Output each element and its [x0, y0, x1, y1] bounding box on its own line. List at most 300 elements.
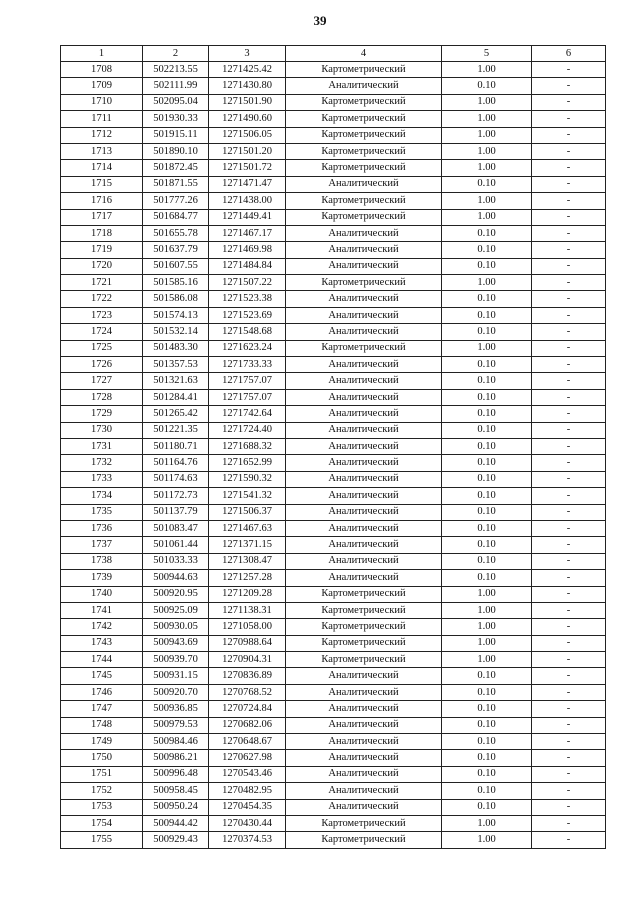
- table-row: [61, 471, 606, 487]
- y-coordinate-cell: 1270988.64: [209, 635, 286, 651]
- column-header: 2: [143, 46, 209, 62]
- y-coordinate-cell: 1271371.15: [209, 537, 286, 553]
- point-number-cell: 1747: [61, 701, 143, 717]
- table-row: [61, 815, 606, 831]
- table-row: [61, 832, 606, 848]
- method-cell: Аналитический: [286, 389, 442, 405]
- method-cell: Аналитический: [286, 471, 442, 487]
- x-coordinate-cell: 500950.24: [143, 799, 209, 815]
- point-number-cell: 1726: [61, 357, 143, 373]
- description-cell: -: [532, 504, 606, 520]
- table-row: [61, 111, 606, 127]
- point-number-cell: 1748: [61, 717, 143, 733]
- method-cell: Аналитический: [286, 291, 442, 307]
- x-coordinate-cell: 501586.08: [143, 291, 209, 307]
- accuracy-cell: 1.00: [442, 815, 532, 831]
- table-row: [61, 602, 606, 618]
- point-number-cell: 1736: [61, 520, 143, 536]
- y-coordinate-cell: 1270543.46: [209, 766, 286, 782]
- accuracy-cell: 1.00: [442, 602, 532, 618]
- accuracy-cell: 1.00: [442, 209, 532, 225]
- y-coordinate-cell: 1271548.68: [209, 324, 286, 340]
- accuracy-cell: 0.10: [442, 553, 532, 569]
- y-coordinate-cell: 1270454.35: [209, 799, 286, 815]
- method-cell: Картометрический: [286, 275, 442, 291]
- table-row: [61, 340, 606, 356]
- accuracy-cell: 0.10: [442, 242, 532, 258]
- method-cell: Картометрический: [286, 209, 442, 225]
- description-cell: -: [532, 340, 606, 356]
- table-row: [61, 438, 606, 454]
- x-coordinate-cell: 501174.63: [143, 471, 209, 487]
- table-row: [61, 570, 606, 586]
- method-cell: Картометрический: [286, 193, 442, 209]
- point-number-cell: 1745: [61, 668, 143, 684]
- description-cell: -: [532, 143, 606, 159]
- y-coordinate-cell: 1271209.28: [209, 586, 286, 602]
- point-number-cell: 1718: [61, 225, 143, 241]
- point-number-cell: 1744: [61, 652, 143, 668]
- description-cell: -: [532, 520, 606, 536]
- description-cell: -: [532, 209, 606, 225]
- table-body: [61, 62, 606, 849]
- point-number-cell: 1708: [61, 62, 143, 78]
- table-row: [61, 586, 606, 602]
- table-row: [61, 701, 606, 717]
- point-number-cell: 1730: [61, 422, 143, 438]
- point-number-cell: 1710: [61, 94, 143, 110]
- x-coordinate-cell: 500986.21: [143, 750, 209, 766]
- description-cell: -: [532, 570, 606, 586]
- table-row: [61, 176, 606, 192]
- accuracy-cell: 0.10: [442, 471, 532, 487]
- y-coordinate-cell: 1271724.40: [209, 422, 286, 438]
- accuracy-cell: 1.00: [442, 143, 532, 159]
- accuracy-cell: 0.10: [442, 766, 532, 782]
- table-row: [61, 406, 606, 422]
- point-number-cell: 1722: [61, 291, 143, 307]
- table-row: [61, 357, 606, 373]
- description-cell: -: [532, 193, 606, 209]
- accuracy-cell: 0.10: [442, 373, 532, 389]
- table-row: [61, 143, 606, 159]
- y-coordinate-cell: 1271308.47: [209, 553, 286, 569]
- point-number-cell: 1729: [61, 406, 143, 422]
- point-number-cell: 1739: [61, 570, 143, 586]
- accuracy-cell: 0.10: [442, 520, 532, 536]
- y-coordinate-cell: 1271757.07: [209, 373, 286, 389]
- method-cell: Аналитический: [286, 324, 442, 340]
- x-coordinate-cell: 500920.70: [143, 684, 209, 700]
- x-coordinate-cell: 500939.70: [143, 652, 209, 668]
- x-coordinate-cell: 501777.26: [143, 193, 209, 209]
- x-coordinate-cell: 500944.63: [143, 570, 209, 586]
- y-coordinate-cell: 1270627.98: [209, 750, 286, 766]
- x-coordinate-cell: 500979.53: [143, 717, 209, 733]
- description-cell: -: [532, 832, 606, 848]
- point-number-cell: 1742: [61, 619, 143, 635]
- x-coordinate-cell: 501915.11: [143, 127, 209, 143]
- table-row: [61, 717, 606, 733]
- method-cell: Аналитический: [286, 504, 442, 520]
- x-coordinate-cell: 501585.16: [143, 275, 209, 291]
- point-number-cell: 1715: [61, 176, 143, 192]
- y-coordinate-cell: 1271430.80: [209, 78, 286, 94]
- point-number-cell: 1753: [61, 799, 143, 815]
- x-coordinate-cell: 501357.53: [143, 357, 209, 373]
- description-cell: -: [532, 586, 606, 602]
- table-row: [61, 127, 606, 143]
- method-cell: Аналитический: [286, 225, 442, 241]
- x-coordinate-cell: 501083.47: [143, 520, 209, 536]
- point-number-cell: 1721: [61, 275, 143, 291]
- method-cell: Картометрический: [286, 635, 442, 651]
- description-cell: -: [532, 307, 606, 323]
- method-cell: Аналитический: [286, 242, 442, 258]
- accuracy-cell: 1.00: [442, 652, 532, 668]
- table-row: [61, 537, 606, 553]
- table-header-row: [61, 46, 606, 62]
- description-cell: -: [532, 324, 606, 340]
- y-coordinate-cell: 1271757.07: [209, 389, 286, 405]
- method-cell: Картометрический: [286, 586, 442, 602]
- x-coordinate-cell: 500931.15: [143, 668, 209, 684]
- table-row: [61, 652, 606, 668]
- y-coordinate-cell: 1271523.69: [209, 307, 286, 323]
- point-number-cell: 1723: [61, 307, 143, 323]
- description-cell: -: [532, 258, 606, 274]
- point-number-cell: 1735: [61, 504, 143, 520]
- method-cell: Аналитический: [286, 668, 442, 684]
- method-cell: Аналитический: [286, 766, 442, 782]
- accuracy-cell: 0.10: [442, 717, 532, 733]
- accuracy-cell: 0.10: [442, 783, 532, 799]
- y-coordinate-cell: 1271425.42: [209, 62, 286, 78]
- accuracy-cell: 1.00: [442, 340, 532, 356]
- x-coordinate-cell: 501180.71: [143, 438, 209, 454]
- description-cell: -: [532, 815, 606, 831]
- x-coordinate-cell: 501061.44: [143, 537, 209, 553]
- method-cell: Аналитический: [286, 406, 442, 422]
- table-row: [61, 750, 606, 766]
- accuracy-cell: 1.00: [442, 160, 532, 176]
- x-coordinate-cell: 501872.45: [143, 160, 209, 176]
- description-cell: -: [532, 455, 606, 471]
- method-cell: Аналитический: [286, 78, 442, 94]
- point-number-cell: 1755: [61, 832, 143, 848]
- y-coordinate-cell: 1271742.64: [209, 406, 286, 422]
- method-cell: Аналитический: [286, 553, 442, 569]
- method-cell: Картометрический: [286, 62, 442, 78]
- column-header: 4: [286, 46, 442, 62]
- y-coordinate-cell: 1271652.99: [209, 455, 286, 471]
- point-number-cell: 1754: [61, 815, 143, 831]
- x-coordinate-cell: 500996.48: [143, 766, 209, 782]
- method-cell: Аналитический: [286, 701, 442, 717]
- x-coordinate-cell: 501574.13: [143, 307, 209, 323]
- accuracy-cell: 0.10: [442, 799, 532, 815]
- x-coordinate-cell: 500930.05: [143, 619, 209, 635]
- table-row: [61, 422, 606, 438]
- accuracy-cell: 0.10: [442, 537, 532, 553]
- accuracy-cell: 0.10: [442, 438, 532, 454]
- x-coordinate-cell: 501321.63: [143, 373, 209, 389]
- description-cell: -: [532, 553, 606, 569]
- table-row: [61, 94, 606, 110]
- table-row: [61, 258, 606, 274]
- point-number-cell: 1737: [61, 537, 143, 553]
- y-coordinate-cell: 1271623.24: [209, 340, 286, 356]
- point-number-cell: 1719: [61, 242, 143, 258]
- x-coordinate-cell: 500936.85: [143, 701, 209, 717]
- description-cell: -: [532, 635, 606, 651]
- y-coordinate-cell: 1270374.53: [209, 832, 286, 848]
- table-row: [61, 160, 606, 176]
- y-coordinate-cell: 1270724.84: [209, 701, 286, 717]
- method-cell: Картометрический: [286, 832, 442, 848]
- point-number-cell: 1750: [61, 750, 143, 766]
- method-cell: Аналитический: [286, 684, 442, 700]
- accuracy-cell: 0.10: [442, 734, 532, 750]
- method-cell: Картометрический: [286, 127, 442, 143]
- column-header: 1: [61, 46, 143, 62]
- accuracy-cell: 0.10: [442, 455, 532, 471]
- point-number-cell: 1746: [61, 684, 143, 700]
- y-coordinate-cell: 1271467.17: [209, 225, 286, 241]
- point-number-cell: 1728: [61, 389, 143, 405]
- point-number-cell: 1717: [61, 209, 143, 225]
- x-coordinate-cell: 500944.42: [143, 815, 209, 831]
- description-cell: -: [532, 78, 606, 94]
- description-cell: -: [532, 373, 606, 389]
- table-row: [61, 193, 606, 209]
- column-header: 5: [442, 46, 532, 62]
- description-cell: -: [532, 668, 606, 684]
- description-cell: -: [532, 275, 606, 291]
- y-coordinate-cell: 1271501.72: [209, 160, 286, 176]
- table-row: [61, 635, 606, 651]
- point-number-cell: 1740: [61, 586, 143, 602]
- y-coordinate-cell: 1271733.33: [209, 357, 286, 373]
- description-cell: -: [532, 471, 606, 487]
- description-cell: -: [532, 684, 606, 700]
- accuracy-cell: 1.00: [442, 193, 532, 209]
- y-coordinate-cell: 1271449.41: [209, 209, 286, 225]
- x-coordinate-cell: 501890.10: [143, 143, 209, 159]
- accuracy-cell: 1.00: [442, 619, 532, 635]
- y-coordinate-cell: 1271506.37: [209, 504, 286, 520]
- y-coordinate-cell: 1270430.44: [209, 815, 286, 831]
- y-coordinate-cell: 1271438.00: [209, 193, 286, 209]
- point-number-cell: 1713: [61, 143, 143, 159]
- table-row: [61, 209, 606, 225]
- table-row: [61, 734, 606, 750]
- description-cell: -: [532, 652, 606, 668]
- method-cell: Аналитический: [286, 373, 442, 389]
- method-cell: Картометрический: [286, 815, 442, 831]
- description-cell: -: [532, 389, 606, 405]
- accuracy-cell: 0.10: [442, 570, 532, 586]
- table-row: [61, 455, 606, 471]
- accuracy-cell: 0.10: [442, 684, 532, 700]
- description-cell: -: [532, 62, 606, 78]
- point-number-cell: 1731: [61, 438, 143, 454]
- method-cell: Аналитический: [286, 357, 442, 373]
- point-number-cell: 1720: [61, 258, 143, 274]
- method-cell: Аналитический: [286, 750, 442, 766]
- y-coordinate-cell: 1271506.05: [209, 127, 286, 143]
- description-cell: -: [532, 94, 606, 110]
- accuracy-cell: 0.10: [442, 750, 532, 766]
- x-coordinate-cell: 500929.43: [143, 832, 209, 848]
- table-row: [61, 324, 606, 340]
- description-cell: -: [532, 766, 606, 782]
- accuracy-cell: 0.10: [442, 357, 532, 373]
- description-cell: -: [532, 160, 606, 176]
- point-number-cell: 1711: [61, 111, 143, 127]
- x-coordinate-cell: 501164.76: [143, 455, 209, 471]
- y-coordinate-cell: 1271484.84: [209, 258, 286, 274]
- description-cell: -: [532, 242, 606, 258]
- method-cell: Картометрический: [286, 111, 442, 127]
- description-cell: -: [532, 438, 606, 454]
- accuracy-cell: 1.00: [442, 127, 532, 143]
- point-number-cell: 1751: [61, 766, 143, 782]
- point-number-cell: 1734: [61, 488, 143, 504]
- point-number-cell: 1724: [61, 324, 143, 340]
- y-coordinate-cell: 1271471.47: [209, 176, 286, 192]
- description-cell: -: [532, 406, 606, 422]
- x-coordinate-cell: 501532.14: [143, 324, 209, 340]
- x-coordinate-cell: 500984.46: [143, 734, 209, 750]
- y-coordinate-cell: 1271490.60: [209, 111, 286, 127]
- x-coordinate-cell: 501637.79: [143, 242, 209, 258]
- description-cell: -: [532, 799, 606, 815]
- x-coordinate-cell: 501172.73: [143, 488, 209, 504]
- description-cell: -: [532, 717, 606, 733]
- y-coordinate-cell: 1270648.67: [209, 734, 286, 750]
- point-number-cell: 1749: [61, 734, 143, 750]
- description-cell: -: [532, 357, 606, 373]
- table-row: [61, 62, 606, 78]
- accuracy-cell: 0.10: [442, 176, 532, 192]
- y-coordinate-cell: 1270836.89: [209, 668, 286, 684]
- description-cell: -: [532, 176, 606, 192]
- x-coordinate-cell: 500943.69: [143, 635, 209, 651]
- method-cell: Картометрический: [286, 619, 442, 635]
- column-header: 3: [209, 46, 286, 62]
- x-coordinate-cell: 501033.33: [143, 553, 209, 569]
- y-coordinate-cell: 1271501.20: [209, 143, 286, 159]
- y-coordinate-cell: 1271523.38: [209, 291, 286, 307]
- description-cell: -: [532, 488, 606, 504]
- point-number-cell: 1738: [61, 553, 143, 569]
- x-coordinate-cell: 500920.95: [143, 586, 209, 602]
- method-cell: Аналитический: [286, 734, 442, 750]
- method-cell: Аналитический: [286, 438, 442, 454]
- table-row: [61, 668, 606, 684]
- x-coordinate-cell: 501284.41: [143, 389, 209, 405]
- table-row: [61, 684, 606, 700]
- method-cell: Картометрический: [286, 143, 442, 159]
- x-coordinate-cell: 500925.09: [143, 602, 209, 618]
- accuracy-cell: 0.10: [442, 307, 532, 323]
- method-cell: Картометрический: [286, 602, 442, 618]
- page-number: 39: [313, 13, 327, 28]
- table-row: [61, 553, 606, 569]
- point-number-cell: 1725: [61, 340, 143, 356]
- accuracy-cell: 1.00: [442, 832, 532, 848]
- y-coordinate-cell: 1271507.22: [209, 275, 286, 291]
- y-coordinate-cell: 1271541.32: [209, 488, 286, 504]
- x-coordinate-cell: 501265.42: [143, 406, 209, 422]
- accuracy-cell: 0.10: [442, 225, 532, 241]
- point-number-cell: 1743: [61, 635, 143, 651]
- method-cell: Аналитический: [286, 176, 442, 192]
- x-coordinate-cell: 501930.33: [143, 111, 209, 127]
- table-row: [61, 766, 606, 782]
- method-cell: Картометрический: [286, 160, 442, 176]
- accuracy-cell: 0.10: [442, 488, 532, 504]
- method-cell: Аналитический: [286, 422, 442, 438]
- point-number-cell: 1741: [61, 602, 143, 618]
- accuracy-cell: 1.00: [442, 62, 532, 78]
- table-row: [61, 307, 606, 323]
- accuracy-cell: 0.10: [442, 406, 532, 422]
- method-cell: Аналитический: [286, 488, 442, 504]
- method-cell: Аналитический: [286, 258, 442, 274]
- method-cell: Аналитический: [286, 717, 442, 733]
- accuracy-cell: 1.00: [442, 94, 532, 110]
- y-coordinate-cell: 1271688.32: [209, 438, 286, 454]
- x-coordinate-cell: 501655.78: [143, 225, 209, 241]
- point-number-cell: 1733: [61, 471, 143, 487]
- coordinates-table: [60, 45, 606, 849]
- description-cell: -: [532, 127, 606, 143]
- table-row: [61, 291, 606, 307]
- accuracy-cell: 0.10: [442, 324, 532, 340]
- y-coordinate-cell: 1271257.28: [209, 570, 286, 586]
- y-coordinate-cell: 1270682.06: [209, 717, 286, 733]
- accuracy-cell: 0.10: [442, 422, 532, 438]
- x-coordinate-cell: 502095.04: [143, 94, 209, 110]
- method-cell: Аналитический: [286, 570, 442, 586]
- method-cell: Аналитический: [286, 537, 442, 553]
- description-cell: -: [532, 291, 606, 307]
- y-coordinate-cell: 1271467.63: [209, 520, 286, 536]
- point-number-cell: 1752: [61, 783, 143, 799]
- table-row: [61, 242, 606, 258]
- table-row: [61, 619, 606, 635]
- accuracy-cell: 1.00: [442, 635, 532, 651]
- table-row: [61, 488, 606, 504]
- x-coordinate-cell: 502213.55: [143, 62, 209, 78]
- point-number-cell: 1712: [61, 127, 143, 143]
- method-cell: Аналитический: [286, 799, 442, 815]
- point-number-cell: 1727: [61, 373, 143, 389]
- table-row: [61, 275, 606, 291]
- description-cell: -: [532, 422, 606, 438]
- y-coordinate-cell: 1270904.31: [209, 652, 286, 668]
- y-coordinate-cell: 1271469.98: [209, 242, 286, 258]
- x-coordinate-cell: 501137.79: [143, 504, 209, 520]
- y-coordinate-cell: 1271058.00: [209, 619, 286, 635]
- y-coordinate-cell: 1271138.31: [209, 602, 286, 618]
- description-cell: -: [532, 783, 606, 799]
- column-header: 6: [532, 46, 606, 62]
- method-cell: Картометрический: [286, 340, 442, 356]
- point-number-cell: 1714: [61, 160, 143, 176]
